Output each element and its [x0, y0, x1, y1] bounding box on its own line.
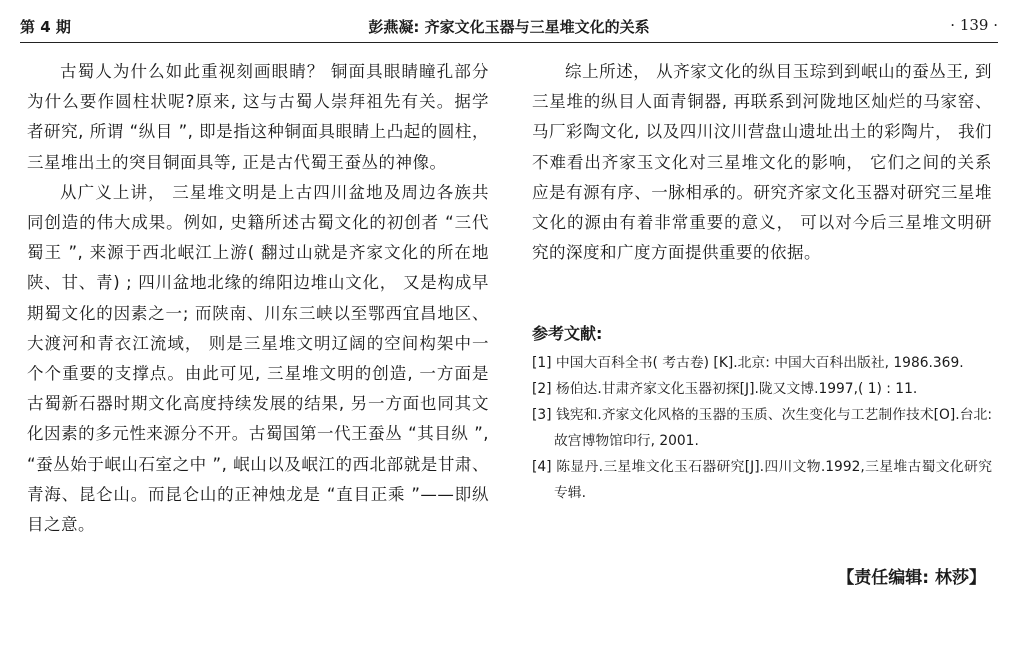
references-heading: 参考文献: [532, 324, 603, 343]
page-header [20, 8, 998, 43]
running-title: 彭燕凝: 齐家文化玉器与三星堆文化的关系 [368, 18, 650, 36]
right-column [532, 57, 992, 268]
reference-item: [4] 陈显丹.三星堆文化玉石器研究[J].四川文物.1992,三星堆古蜀文化研究专辑. [532, 459, 992, 501]
page-number: · 139 · [950, 16, 998, 34]
responsible-editor: 【责任编辑: 林莎】 [837, 568, 986, 588]
issue-number: 第 4 期 [20, 18, 71, 36]
conclusion-paragraph: 综上所述， 从齐家文化的纵目玉琮到到岷山的蚕丛王, 到三星堆的纵目人面青铜器, 再联系到河陇地区灿烂的马家窑、马厂彩陶文化, 以及四川汶川营盘山遗址出土的彩陶片， 我们不难看出齐家玉文化对三星堆文化的影响， 它们之间的关系应是有源有序、一脉相承的。研究齐家文化玉器对研究三星堆文化的源由有着非常重要的意义， 可以对今后三星堆文明研究的深度和广度方面提供重要的依据。 [532, 62, 992, 263]
left-column [27, 57, 489, 540]
body-paragraph: 从广义上讲， 三星堆文明是上古四川盆地及周边各族共同创造的伟大成果。例如, 史籍所述古蜀文化的初创者 “三代蜀王 ”, 来源于西北岷江上游( 翻过山就是齐家文化的所在地陕、甘、青) ; 四川盆地北缘的绵阳边堆山文化， 又是构成早期蜀文化的因素之一; 而陕南、川东三峡以至鄂西宜昌地区、大渡河和青衣江流域， 则是三星堆文明辽阔的空间构架中一个个重要的支撑点。由此可见, 三星堆文明的创造, 一方面是古蜀新石器时期文化高度持续发展的结果, 另一方面也同其文化因素的多元性来源分不开。古蜀国第一代王蚕丛 “其目纵 ”, “蚕丛始于岷山石室之中 ”, 岷山以及岷江的西北部就是甘肃、青海、昆仑山。而昆仑山的正神烛龙是 “直目正乘 ”——即纵目之意。 [27, 182, 489, 535]
body-paragraph: 古蜀人为什么如此重视刻画眼睛？ 铜面具眼睛瞳孔部分为什么要作圆柱状呢?原来, 这与古蜀人崇拜祖先有关。据学者研究, 所谓 “纵目 ”, 即是指这种铜面具眼睛上凸起的圆柱， 三星堆出土的突目铜面具等, 正是古代蜀王蚕丛的神像。 [27, 62, 489, 172]
reference-item: [1] 中国大百科全书( 考古卷) [K].北京: 中国大百科出版社, 1986.369. [532, 355, 964, 371]
reference-item: [3] 钱宪和.齐家文化风格的玉器的玉质、次生变化与工艺制作技术[O].台北: 故宫博物馆印行, 2001. [532, 407, 992, 449]
reference-item: [2] 杨伯达.甘肃齐家文化玉器初探[J].陇又文博.1997,( 1) : 11. [532, 381, 918, 397]
reference-list [532, 350, 992, 506]
